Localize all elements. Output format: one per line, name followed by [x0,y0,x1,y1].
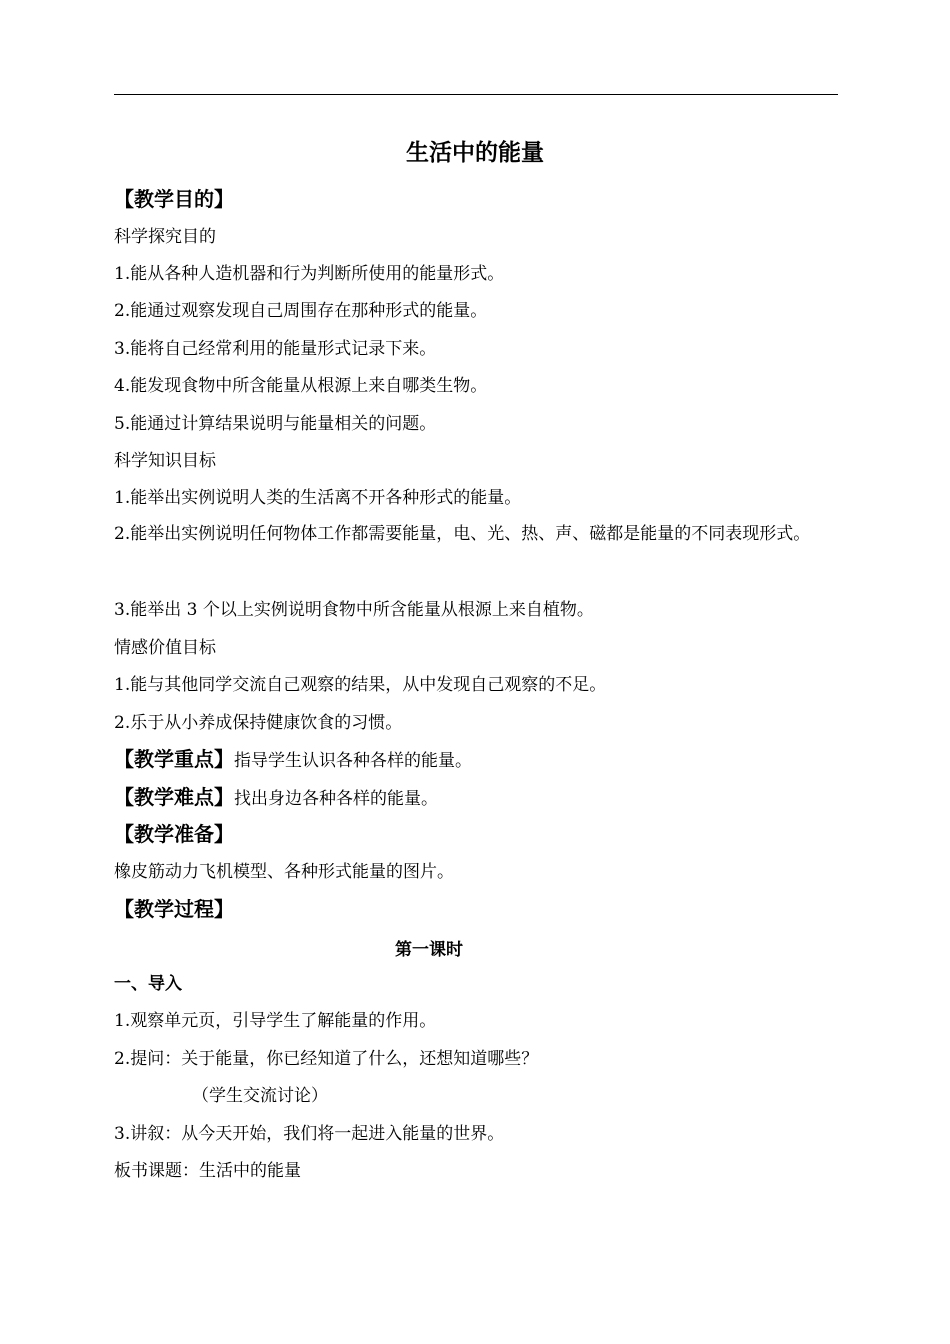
emotion-heading: 情感价值目标 [114,638,216,658]
difficulty-point [114,784,838,812]
emotion-item-1: 1.能与其他同学交流自己观察的结果，从中发现自己观察的不足。 [114,675,607,695]
knowledge-item-3: 3.能举出 3 个以上实例说明食物中所含能量从根源上来自植物。 [114,600,594,620]
intro-note: （学生交流讨论） [192,1086,328,1106]
process-heading: 【教学过程】 [114,897,234,921]
inquiry-heading: 科学探究目的 [114,227,216,247]
intro-item-2: 2.提问：关于能量，你已经知道了什么，还想知道哪些？ [114,1049,539,1069]
intro-item-3: 3.讲叙：从今天开始，我们将一起进入能量的世界。 [114,1124,505,1144]
prep-heading: 【教学准备】 [114,822,234,846]
knowledge-item-1: 1.能举出实例说明人类的生活离不开各种形式的能量。 [114,488,522,508]
key-text: 指导学生认识各种各样的能量。 [234,751,472,771]
prep-text: 橡皮筋动力飞机模型、各种形式能量的图片。 [114,862,454,882]
board-title: 板书课题：生活中的能量 [114,1161,301,1181]
difficulty-label: 【教学难点】 [114,785,234,809]
document-title: 生活中的能量 [406,140,544,166]
knowledge-heading: 科学知识目标 [114,451,216,471]
objectives-heading: 【教学目的】 [114,187,234,211]
header-rule [114,94,838,95]
intro-heading: 一、导入 [114,974,182,994]
lesson-heading: 第一课时 [395,940,463,960]
emotion-item-2: 2.乐于从小养成保持健康饮食的习惯。 [114,713,403,733]
inquiry-item-3: 3.能将自己经常利用的能量形式记录下来。 [114,339,437,359]
key-point [114,746,838,774]
intro-item-1: 1.观察单元页，引导学生了解能量的作用。 [114,1011,437,1031]
inquiry-item-5: 5.能通过计算结果说明与能量相关的问题。 [114,414,437,434]
knowledge-item-2: 2.能举出实例说明任何物体工作都需要能量，电、光、热、声、磁都是能量的不同表现形式。 [114,524,811,544]
inquiry-item-2: 2.能通过观察发现自己周围存在那种形式的能量。 [114,301,488,321]
inquiry-item-4: 4.能发现食物中所含能量从根源上来自哪类生物。 [114,376,488,396]
inquiry-item-1: 1.能从各种人造机器和行为判断所使用的能量形式。 [114,264,505,284]
difficulty-text: 找出身边各种各样的能量。 [234,789,438,809]
key-label: 【教学重点】 [114,747,234,771]
